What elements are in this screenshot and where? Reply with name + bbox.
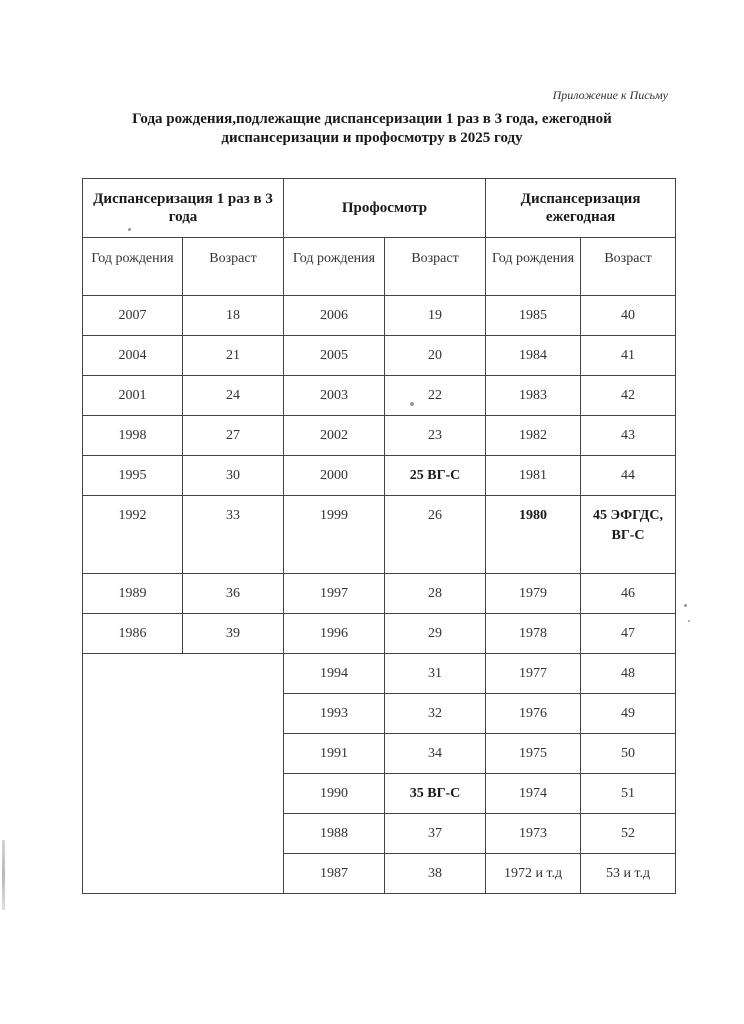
- group-header-row: [83, 179, 676, 238]
- scan-speck: [128, 228, 131, 231]
- table-cell: 21: [183, 336, 284, 376]
- group-header-annual: Диспансеризация ежегодная: [486, 179, 676, 238]
- title-line-1: Года рождения,подлежащие диспансеризации 1 раз в 3 года, ежегодной: [132, 111, 612, 127]
- title-line-2: диспансеризации и профосмотру в 2025 году: [221, 130, 523, 146]
- table-cell: 27: [183, 416, 284, 456]
- table-cell: 23: [385, 416, 486, 456]
- group-header-triennial: Диспансеризация 1 раз в 3 года: [83, 179, 284, 238]
- table-cell-highlight: 25 ВГ-С: [385, 456, 486, 496]
- table-cell: 28: [385, 574, 486, 614]
- scan-speck: [410, 402, 414, 406]
- table-cell: 1985: [486, 296, 581, 336]
- empty-merged-cell: [83, 654, 284, 894]
- table-cell: 53 и т.д: [581, 854, 676, 894]
- table-row: [83, 416, 676, 456]
- table-cell: 2004: [83, 336, 183, 376]
- table-cell: 18: [183, 296, 284, 336]
- table-cell-highlight: 45 ЭФГДС, ВГ-С: [581, 496, 676, 574]
- table-cell: 46: [581, 574, 676, 614]
- table-row: [83, 496, 676, 574]
- col-header-birth-year: Год рождения: [284, 238, 385, 296]
- table-row: [83, 654, 676, 694]
- table-row: [83, 336, 676, 376]
- table-cell: 2003: [284, 376, 385, 416]
- table-row: [83, 376, 676, 416]
- table-cell: 1978: [486, 614, 581, 654]
- col-header-birth-year: Год рождения: [486, 238, 581, 296]
- group-header-checkup: Профосмотр: [284, 179, 486, 238]
- subheader-row: [83, 238, 676, 296]
- table-cell: 1995: [83, 456, 183, 496]
- table-cell: 1988: [284, 814, 385, 854]
- table-cell: 2000: [284, 456, 385, 496]
- table-cell: 1981: [486, 456, 581, 496]
- table-cell: 1991: [284, 734, 385, 774]
- table-cell: 40: [581, 296, 676, 336]
- table-cell: 1975: [486, 734, 581, 774]
- table-cell: 1973: [486, 814, 581, 854]
- table-cell: 32: [385, 694, 486, 734]
- scan-speck: [684, 604, 687, 607]
- table-cell: 2005: [284, 336, 385, 376]
- table-cell: 29: [385, 614, 486, 654]
- table-cell: 48: [581, 654, 676, 694]
- table-cell: 1976: [486, 694, 581, 734]
- table-cell: 1974: [486, 774, 581, 814]
- table-cell: 51: [581, 774, 676, 814]
- table-cell: 1992: [83, 496, 183, 574]
- table-cell: 31: [385, 654, 486, 694]
- table-cell: 2007: [83, 296, 183, 336]
- col-header-age: Возраст: [581, 238, 676, 296]
- table-cell: 43: [581, 416, 676, 456]
- table-row: [83, 296, 676, 336]
- table-cell: 1984: [486, 336, 581, 376]
- table-cell: 2006: [284, 296, 385, 336]
- table-cell: 19: [385, 296, 486, 336]
- table-cell: 52: [581, 814, 676, 854]
- table-row: [83, 614, 676, 654]
- table-cell: 1993: [284, 694, 385, 734]
- table-cell: 1999: [284, 496, 385, 574]
- table-cell: 1983: [486, 376, 581, 416]
- table-cell: 30: [183, 456, 284, 496]
- table-cell: 36: [183, 574, 284, 614]
- table-cell: 1989: [83, 574, 183, 614]
- table-cell: 42: [581, 376, 676, 416]
- table-cell: 1987: [284, 854, 385, 894]
- table-row: [83, 456, 676, 496]
- table-cell: 1986: [83, 614, 183, 654]
- table-cell: 33: [183, 496, 284, 574]
- table-cell: 1972 и т.д: [486, 854, 581, 894]
- table-cell: 1977: [486, 654, 581, 694]
- table-cell-highlight: 35 ВГ-С: [385, 774, 486, 814]
- table-cell: 1979: [486, 574, 581, 614]
- table-row: [83, 574, 676, 614]
- table-cell: 39: [183, 614, 284, 654]
- table-cell: 1982: [486, 416, 581, 456]
- scan-speck: [688, 620, 690, 622]
- table-cell-highlight: 1980: [486, 496, 581, 574]
- schedule-table: [82, 178, 676, 894]
- table-cell: 1997: [284, 574, 385, 614]
- table-cell: 44: [581, 456, 676, 496]
- appendix-note: Приложение к Письму: [552, 88, 668, 102]
- table-cell: 37: [385, 814, 486, 854]
- table-cell: 50: [581, 734, 676, 774]
- table-cell: 2001: [83, 376, 183, 416]
- document-title: [70, 110, 674, 148]
- col-header-age: Возраст: [385, 238, 486, 296]
- table-cell: 38: [385, 854, 486, 894]
- table-cell: 22: [385, 376, 486, 416]
- col-header-age: Возраст: [183, 238, 284, 296]
- table-cell: 41: [581, 336, 676, 376]
- table-cell: 1994: [284, 654, 385, 694]
- table-cell: 1990: [284, 774, 385, 814]
- col-header-birth-year: Год рождения: [83, 238, 183, 296]
- table-cell: 47: [581, 614, 676, 654]
- table-cell: 26: [385, 496, 486, 574]
- table-cell: 20: [385, 336, 486, 376]
- table-cell: 34: [385, 734, 486, 774]
- table-cell: 1996: [284, 614, 385, 654]
- scan-edge-mark: [2, 840, 5, 910]
- table-cell: 2002: [284, 416, 385, 456]
- table-cell: 24: [183, 376, 284, 416]
- table-cell: 1998: [83, 416, 183, 456]
- table-cell: 49: [581, 694, 676, 734]
